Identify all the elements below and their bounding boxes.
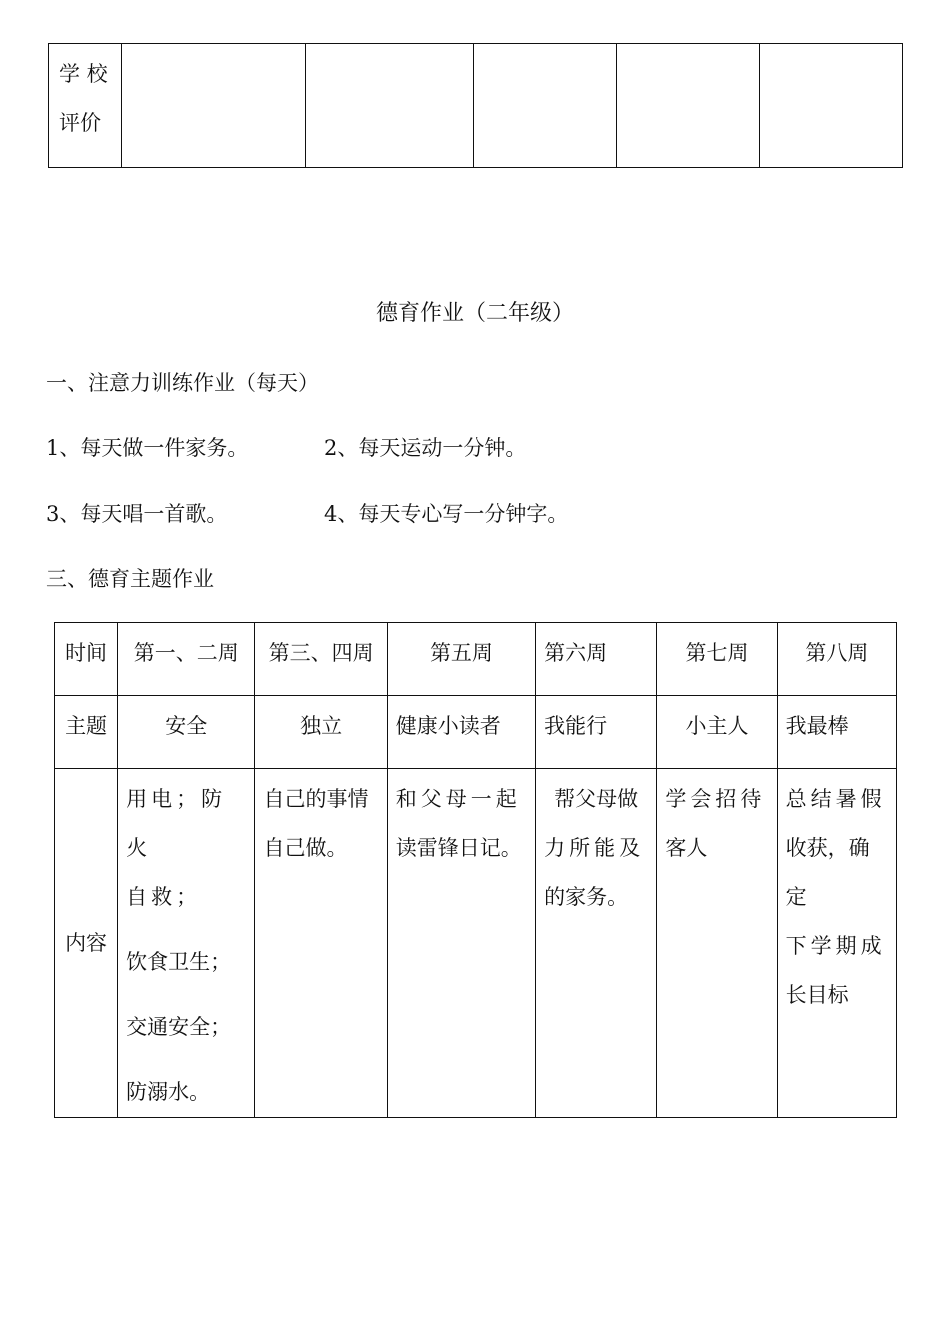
week-header: 第七周 <box>657 623 777 696</box>
content-line: 自救； <box>126 885 202 909</box>
section-heading: 三、德育主题作业 <box>46 567 214 591</box>
school-evaluation-table <box>48 43 903 168</box>
content-cell-week-8 <box>777 769 896 1118</box>
theme-cell: 小主人 <box>657 696 777 769</box>
content-line: 力所能及 <box>544 836 645 860</box>
week-header: 第一、二周 <box>118 623 255 696</box>
content-line: 客人 <box>665 836 708 860</box>
theme-cell: 安全 <box>118 696 255 769</box>
page-title: 德育作业（二年级） <box>375 301 574 326</box>
content-line: 读雷锋日记。 <box>395 836 522 860</box>
theme-cell: 健康小读者 <box>387 696 535 769</box>
theme-cell: 我最棒 <box>777 696 896 769</box>
week-header: 第八周 <box>777 623 896 696</box>
content-line: 收获，确定 <box>785 836 870 909</box>
content-line: 学会招待 <box>665 787 766 811</box>
task-item: 1、每天做一件家务。 <box>46 436 249 460</box>
week-header: 第六周 <box>536 623 657 696</box>
content-line: 下学期成 <box>785 934 886 958</box>
content-cell-week-7 <box>657 769 777 1118</box>
content-line: 总结暑假 <box>785 787 886 811</box>
theme-schedule-table <box>54 622 897 1118</box>
content-line: 自己的事情 <box>263 787 369 811</box>
task-item: 2、每天运动一分钟。 <box>324 436 527 460</box>
theme-cell: 独立 <box>255 696 387 769</box>
row-label: 时间 <box>55 623 118 696</box>
content-line: 自己做。 <box>263 836 348 860</box>
table-row <box>55 623 897 696</box>
label-line: 学 校 <box>59 62 108 86</box>
content-line: 防溺水。 <box>126 1080 211 1104</box>
task-item: 4、每天专心写一分钟字。 <box>324 502 569 526</box>
evaluation-cell <box>121 44 305 168</box>
school-evaluation-label-cell <box>49 44 122 168</box>
table-row <box>49 44 903 168</box>
evaluation-cell <box>474 44 617 168</box>
week-header: 第三、四周 <box>255 623 387 696</box>
row-label: 内容 <box>55 769 118 1118</box>
content-line: 和父母一起 <box>395 787 521 811</box>
evaluation-cell <box>305 44 474 168</box>
row-label: 主题 <box>55 696 118 769</box>
content-cell-week-5 <box>387 769 535 1118</box>
section-heading: 一、注意力训练作业（每天） <box>46 371 319 395</box>
table-row <box>55 696 897 769</box>
label-line: 评价 <box>59 111 101 135</box>
content-line: 帮父母做 <box>554 787 639 811</box>
content-line: 饮食卫生； <box>126 950 232 974</box>
evaluation-cell <box>760 44 903 168</box>
week-header: 第五周 <box>387 623 535 696</box>
content-cell-week-6 <box>536 769 657 1118</box>
content-line: 的家务。 <box>544 885 629 909</box>
task-item: 3、每天唱一首歌。 <box>46 502 228 526</box>
content-line: 长目标 <box>785 983 849 1007</box>
theme-cell: 我能行 <box>536 696 657 769</box>
content-cell-week-3-4 <box>255 769 387 1118</box>
evaluation-cell <box>617 44 760 168</box>
table-row <box>55 769 897 1118</box>
content-line: 交通安全； <box>126 1015 232 1039</box>
content-cell-week-1-2 <box>118 769 255 1118</box>
content-line: 用电；防火 <box>126 787 227 860</box>
